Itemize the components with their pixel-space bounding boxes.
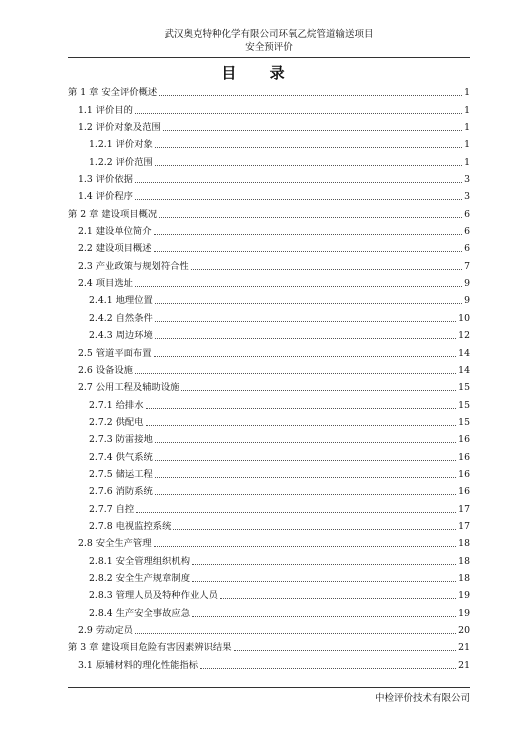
toc-entry-page: 14 <box>458 364 470 376</box>
page-header <box>68 28 470 58</box>
toc-leader-dots <box>163 130 462 131</box>
toc-entry[interactable] <box>68 498 470 515</box>
toc-leader-dots <box>135 113 462 114</box>
toc-leader-dots <box>155 165 462 166</box>
toc-entry-label: 2.6 设备设施 <box>78 364 133 376</box>
toc-entry-page: 1 <box>464 104 470 116</box>
toc-entry[interactable] <box>68 516 470 533</box>
toc-entry-page: 6 <box>464 243 470 255</box>
toc-entry-page: 17 <box>458 520 470 532</box>
toc-entry[interactable] <box>68 620 470 637</box>
toc-entry-page: 3 <box>464 191 470 203</box>
toc-entry-label: 2.4.1 地理位置 <box>89 295 153 307</box>
toc-leader-dots <box>146 425 457 426</box>
toc-entry[interactable] <box>68 221 470 238</box>
toc-entry[interactable] <box>68 273 470 290</box>
toc-entry-page: 17 <box>458 503 470 515</box>
toc-entry-label: 2.4 项目选址 <box>78 278 133 290</box>
toc-leader-dots <box>135 286 462 287</box>
table-of-contents <box>68 82 470 672</box>
toc-entry-label: 1.2.2 评价范围 <box>89 156 153 168</box>
toc-entry[interactable] <box>68 82 470 99</box>
toc-entry[interactable] <box>68 203 470 220</box>
toc-entry[interactable] <box>68 238 470 255</box>
header-report-type: 安全预评价 <box>245 42 293 53</box>
page-footer: 中检评价技术有限公司 <box>68 687 470 704</box>
toc-entry[interactable] <box>68 446 470 463</box>
toc-entry-label: 2.7.1 给排水 <box>89 399 144 411</box>
toc-leader-dots <box>200 668 456 669</box>
toc-entry-page: 21 <box>458 659 470 671</box>
toc-entry-page: 1 <box>464 122 470 134</box>
toc-entry-page: 1 <box>464 156 470 168</box>
toc-entry[interactable] <box>68 637 470 654</box>
toc-leader-dots <box>155 477 456 478</box>
toc-leader-dots <box>155 321 456 322</box>
toc-entry-page: 6 <box>464 208 470 220</box>
toc-leader-dots <box>192 564 456 565</box>
toc-entry-page: 18 <box>458 555 470 567</box>
toc-leader-dots <box>154 251 462 252</box>
toc-entry-label: 2.7.6 消防系统 <box>89 486 153 498</box>
toc-entry-label: 2.7.4 供气系统 <box>89 451 153 463</box>
toc-entry-page: 9 <box>464 295 470 307</box>
toc-entry-label: 2.4.3 周边环境 <box>89 330 153 342</box>
toc-entry-label: 2.8.4 生产安全事故应急 <box>89 607 190 619</box>
toc-entry-label: 2.4.2 自然条件 <box>89 312 153 324</box>
toc-title: 目 录 <box>221 64 299 82</box>
toc-entry-label: 2.8.1 安全管理组织机构 <box>89 555 190 567</box>
toc-leader-dots <box>192 581 456 582</box>
toc-entry-label: 2.7.7 自控 <box>89 503 135 515</box>
toc-entry-page: 18 <box>458 572 470 584</box>
toc-leader-dots <box>154 356 457 357</box>
toc-leader-dots <box>155 338 456 339</box>
toc-leader-dots <box>191 269 462 270</box>
toc-entry-label: 1.4 评价程序 <box>78 191 133 203</box>
toc-leader-dots <box>154 234 462 235</box>
toc-entry-page: 16 <box>458 434 470 446</box>
toc-entry[interactable] <box>68 342 470 359</box>
toc-leader-dots <box>173 529 456 530</box>
toc-entry-label: 2.2 建设项目概述 <box>78 243 152 255</box>
toc-leader-dots <box>155 147 462 148</box>
toc-entry[interactable] <box>68 429 470 446</box>
toc-entry-label: 1.3 评价依据 <box>78 174 133 186</box>
toc-entry[interactable] <box>68 394 470 411</box>
toc-entry-page: 1 <box>464 87 470 99</box>
toc-entry[interactable] <box>68 412 470 429</box>
toc-entry[interactable] <box>68 654 470 671</box>
toc-entry-page: 21 <box>458 642 470 654</box>
toc-entry-page: 3 <box>464 174 470 186</box>
toc-leader-dots <box>135 199 462 200</box>
toc-entry-page: 10 <box>458 312 470 324</box>
toc-entry[interactable] <box>68 360 470 377</box>
toc-entry-label: 3.1 原辅材料的理化性能指标 <box>78 659 199 671</box>
toc-entry-page: 18 <box>458 538 470 550</box>
toc-entry[interactable] <box>68 568 470 585</box>
header-project-title: 武汉奥克特种化学有限公司环氧乙烷管道输送项目 <box>164 29 374 40</box>
toc-entry-label: 2.5 管道平面布置 <box>78 347 152 359</box>
toc-entry[interactable] <box>68 325 470 342</box>
toc-entry-page: 14 <box>458 347 470 359</box>
toc-entry-label: 1.2.1 评价对象 <box>89 139 153 151</box>
toc-entry-label: 2.7.5 储运工程 <box>89 468 153 480</box>
toc-entry-page: 16 <box>458 451 470 463</box>
toc-entry-page: 16 <box>458 468 470 480</box>
toc-entry-label: 2.1 建设单位简介 <box>78 226 152 238</box>
toc-entry[interactable] <box>68 151 470 168</box>
toc-entry[interactable] <box>68 377 470 394</box>
toc-entry-label: 第 1 章 安全评价概述 <box>68 87 158 99</box>
toc-leader-dots <box>135 182 462 183</box>
toc-entry[interactable] <box>68 481 470 498</box>
toc-entry-label: 2.8.2 安全生产规章制度 <box>89 572 190 584</box>
toc-entry-label: 第 2 章 建设项目概况 <box>68 208 158 220</box>
toc-leader-dots <box>181 390 456 391</box>
toc-leader-dots <box>192 616 456 617</box>
toc-entry[interactable] <box>68 464 470 481</box>
toc-entry-page: 6 <box>464 226 470 238</box>
toc-leader-dots <box>154 546 457 547</box>
toc-entry-page: 19 <box>458 590 470 602</box>
toc-entry[interactable] <box>68 585 470 602</box>
toc-leader-dots <box>220 598 456 599</box>
toc-entry[interactable] <box>68 117 470 134</box>
toc-leader-dots <box>159 95 462 96</box>
toc-leader-dots <box>146 408 457 409</box>
toc-entry-page: 1 <box>464 139 470 151</box>
toc-entry[interactable] <box>68 134 470 151</box>
toc-leader-dots <box>136 512 456 513</box>
toc-entry[interactable] <box>68 290 470 307</box>
toc-entry-page: 15 <box>458 399 470 411</box>
toc-entry-page: 20 <box>458 625 470 636</box>
toc-entry[interactable] <box>68 550 470 567</box>
toc-entry-label: 2.7.8 电视监控系统 <box>89 520 172 532</box>
toc-leader-dots <box>135 633 456 634</box>
toc-entry-label: 2.9 劳动定员 <box>78 625 133 636</box>
toc-entry-label: 2.3 产业政策与规划符合性 <box>78 260 189 272</box>
toc-entry[interactable] <box>68 169 470 186</box>
toc-entry-page: 15 <box>458 382 470 394</box>
toc-entry-label: 第 3 章 建设项目危险有害因素辨识结果 <box>68 642 232 654</box>
toc-leader-dots <box>155 460 456 461</box>
toc-entry[interactable] <box>68 99 470 116</box>
toc-entry-page: 19 <box>458 607 470 619</box>
toc-entry-label: 2.8.3 管理人员及特种作业人员 <box>89 590 218 602</box>
toc-leader-dots <box>234 650 457 651</box>
toc-entry-page: 16 <box>458 486 470 498</box>
toc-leader-dots <box>155 303 462 304</box>
toc-entry-page: 12 <box>458 330 470 342</box>
toc-entry[interactable] <box>68 602 470 619</box>
toc-entry-page: 7 <box>464 260 470 272</box>
toc-entry-label: 1.1 评价目的 <box>78 104 133 116</box>
toc-entry-label: 2.7 公用工程及辅助设施 <box>78 382 180 394</box>
toc-entry-label: 2.7.3 防雷接地 <box>89 434 153 446</box>
toc-leader-dots <box>155 494 456 495</box>
toc-entry-label: 2.8 安全生产管理 <box>78 538 152 550</box>
toc-entry[interactable] <box>68 533 470 550</box>
toc-leader-dots <box>155 442 456 443</box>
toc-entry[interactable] <box>68 255 470 272</box>
toc-entry-page: 9 <box>464 278 470 290</box>
toc-leader-dots <box>135 373 456 374</box>
toc-entry-page: 15 <box>458 416 470 428</box>
toc-entry[interactable] <box>68 186 470 203</box>
toc-entry[interactable] <box>68 307 470 324</box>
toc-entry-label: 2.7.2 供配电 <box>89 416 144 428</box>
toc-leader-dots <box>159 217 462 218</box>
toc-entry-label: 1.2 评价对象及范围 <box>78 122 161 134</box>
